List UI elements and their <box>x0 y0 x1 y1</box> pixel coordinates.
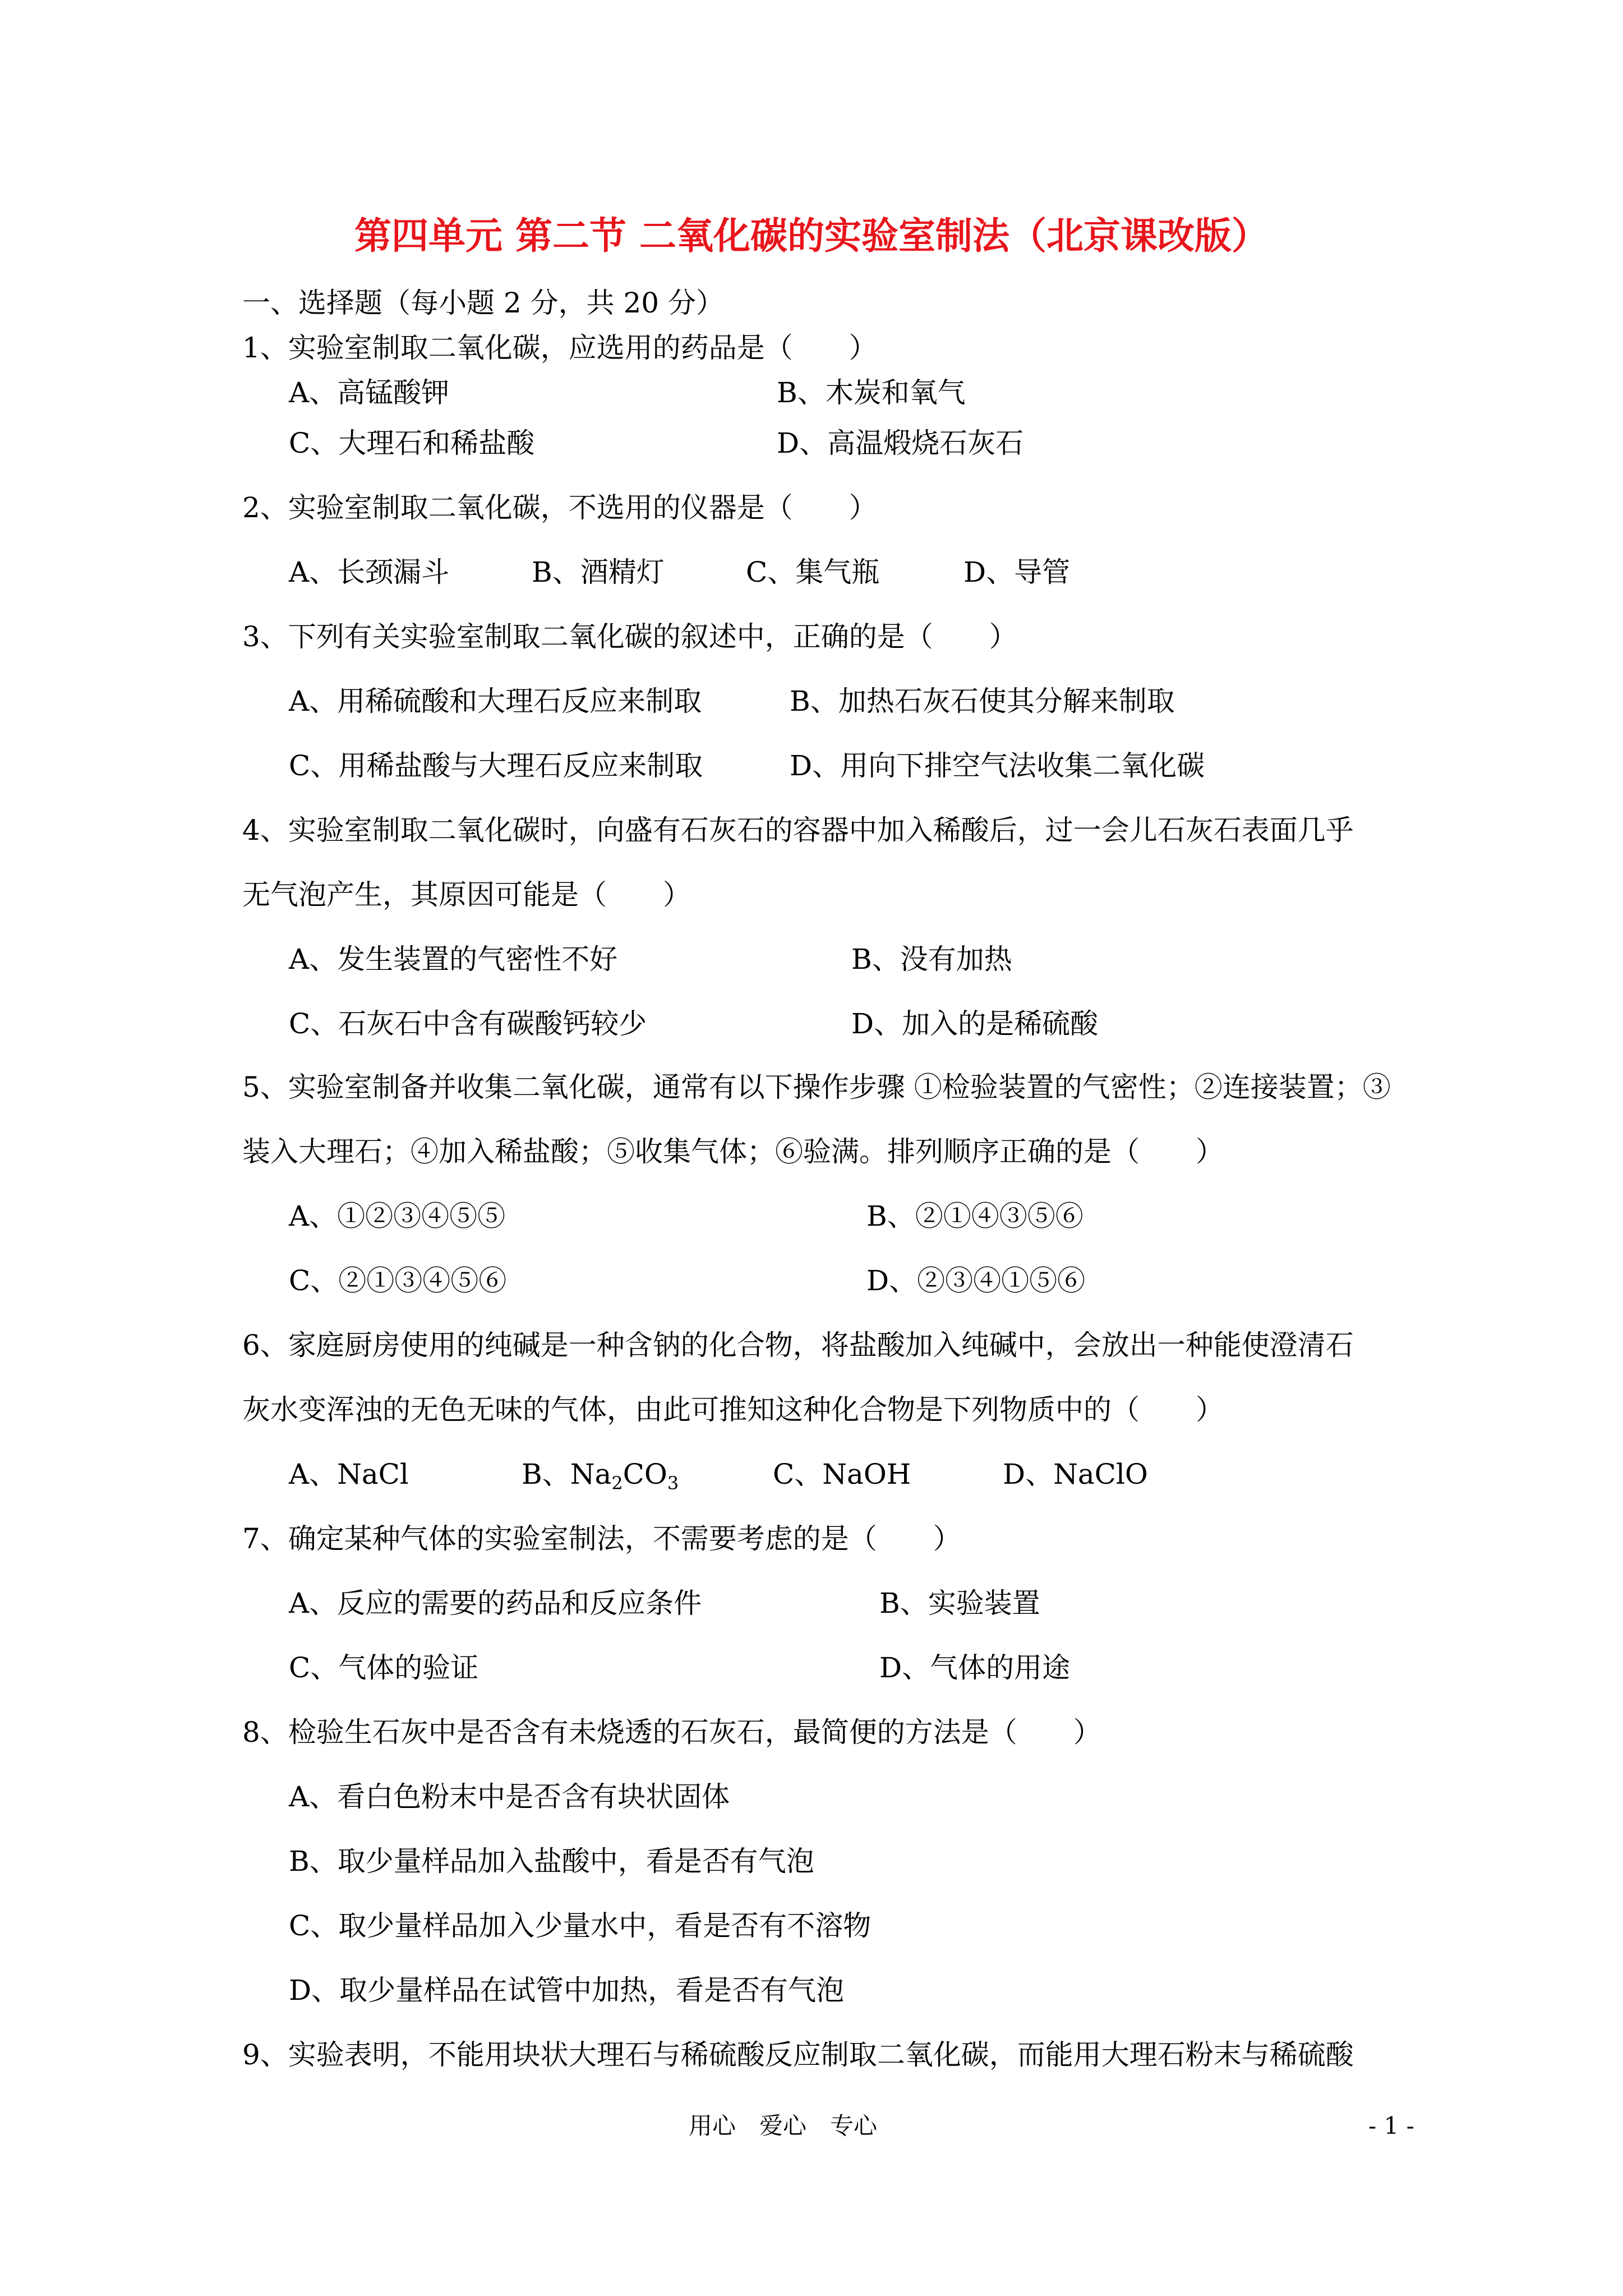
q1-option-c: C、大理石和稀盐酸 <box>289 427 535 459</box>
q7-option-a: A、反应的需要的药品和反应条件 <box>289 1587 702 1619</box>
q5-option-c: C、②①③④⑤⑥ <box>289 1264 507 1297</box>
question-1-stem: 1、实验室制取二氧化碳，应选用的药品是（ ） <box>242 332 877 364</box>
q5-option-b: B、②①④③⑤⑥ <box>866 1200 1083 1232</box>
question-2-stem: 2、实验室制取二氧化碳，不选用的仪器是（ ） <box>242 491 877 524</box>
question-4-stem-line-1: 4、实验室制取二氧化碳时，向盛有石灰石的容器中加入稀酸后，过一会儿石灰石表面几乎 <box>242 814 1354 846</box>
question-7-stem: 7、确定某种气体的实验室制法，不需要考虑的是（ ） <box>242 1522 961 1555</box>
question-5-stem-line-1: 5、实验室制备并收集二氧化碳，通常有以下操作步骤 ①检验装置的气密性；②连接装置；③ <box>242 1071 1391 1103</box>
q7-option-d: D、气体的用途 <box>879 1651 1071 1684</box>
q2-option-d: D、导管 <box>963 556 1071 588</box>
q3-option-d: D、用向下排空气法收集二氧化碳 <box>790 749 1205 782</box>
q6-option-c: C、NaOH <box>773 1458 911 1490</box>
document-title: 第四单元 第二节 二氧化碳的实验室制法（北京课改版） <box>354 214 1269 257</box>
q7-option-c: C、气体的验证 <box>289 1651 479 1684</box>
page-number: - 1 - <box>1368 2112 1414 2139</box>
question-6-stem-line-1: 6、家庭厨房使用的纯碱是一种含钠的化合物，将盐酸加入纯碱中，会放出一种能使澄清石 <box>242 1329 1354 1361</box>
q2-option-b: B、酒精灯 <box>532 556 665 588</box>
question-4-stem-line-2: 无气泡产生，其原因可能是（ ） <box>242 878 691 911</box>
question-5-stem-line-2: 装入大理石；④加入稀盐酸；⑤收集气体；⑥验满。排列顺序正确的是（ ） <box>242 1135 1224 1168</box>
q6-option-b: B、$Na_2CO_3$ <box>522 1458 679 1494</box>
q4-option-b: B、没有加热 <box>851 943 1012 976</box>
q8-option-b: B、取少量样品加入盐酸中，看是否有气泡 <box>289 1845 814 1878</box>
q2-option-c: C、集气瓶 <box>746 556 880 588</box>
q2-option-a: A、长颈漏斗 <box>289 556 450 588</box>
q4-option-d: D、加入的是稀硫酸 <box>851 1007 1099 1040</box>
q8-option-d: D、取少量样品在试管中加热，看是否有气泡 <box>289 1974 845 2007</box>
question-9-stem: 9、实验表明，不能用块状大理石与稀硫酸反应制取二氧化碳，而能用大理石粉末与稀硫酸 <box>242 2039 1354 2071</box>
footer-motto: 用心 爱心 专心 <box>689 2112 878 2139</box>
q7-option-b: B、实验装置 <box>879 1587 1040 1619</box>
q8-option-c: C、取少量样品加入少量水中，看是否有不溶物 <box>289 1910 872 1942</box>
q8-option-a: A、看白色粉末中是否含有块状固体 <box>289 1780 730 1813</box>
q1-option-a: A、高锰酸钾 <box>289 376 450 409</box>
q6-option-a: A、NaCl <box>289 1458 409 1490</box>
section-heading: 一、选择题（每小题 2 分，共 20 分） <box>242 287 725 319</box>
q5-option-a: A、①②③④⑤⑤ <box>289 1200 506 1232</box>
question-6-stem-line-2: 灰水变浑浊的无色无味的气体，由此可推知这种化合物是下列物质中的（ ） <box>242 1393 1224 1426</box>
q3-option-c: C、用稀盐酸与大理石反应来制取 <box>289 749 703 782</box>
q6-option-d: D、NaClO <box>1003 1458 1148 1490</box>
question-3-stem: 3、下列有关实验室制取二氧化碳的叙述中，正确的是（ ） <box>242 620 1017 653</box>
q4-option-a: A、发生装置的气密性不好 <box>289 943 618 976</box>
q4-option-c: C、石灰石中含有碳酸钙较少 <box>289 1007 647 1040</box>
q1-option-b: B、木炭和氧气 <box>777 376 966 409</box>
q5-option-d: D、②③④①⑤⑥ <box>866 1264 1086 1297</box>
q3-option-a: A、用稀硫酸和大理石反应来制取 <box>289 685 702 717</box>
q3-option-b: B、加热石灰石使其分解来制取 <box>790 685 1175 717</box>
question-8-stem: 8、检验生石灰中是否含有未烧透的石灰石，最简便的方法是（ ） <box>242 1716 1101 1749</box>
q1-option-d: D、高温煅烧石灰石 <box>777 427 1024 459</box>
